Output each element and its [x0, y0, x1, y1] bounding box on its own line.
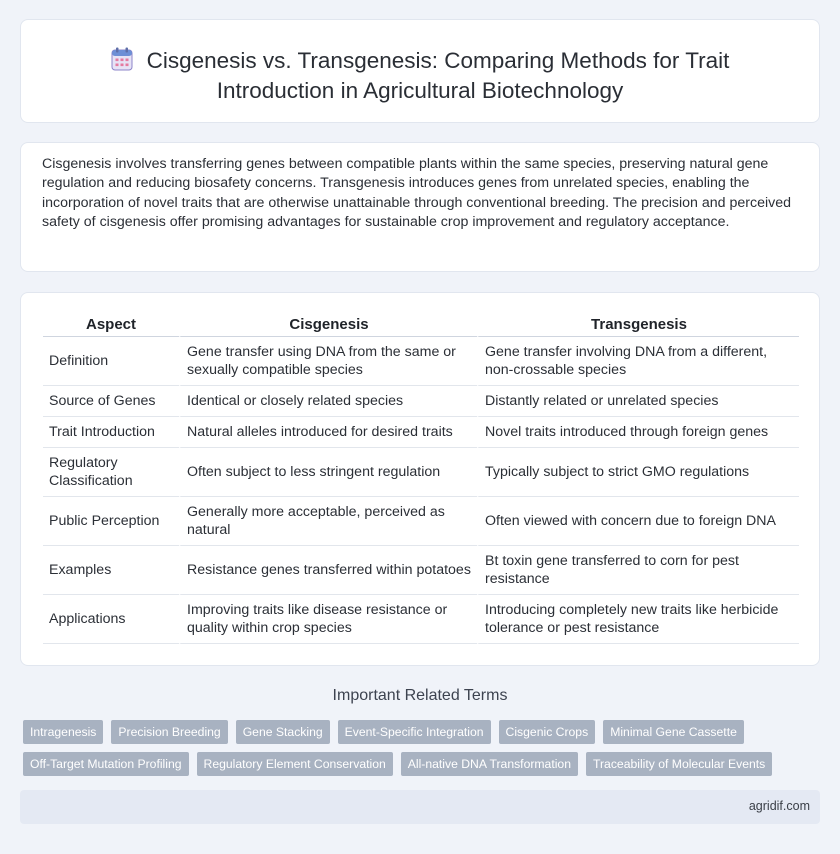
intro-card: [20, 142, 820, 272]
cell-cisgenesis: Gene transfer using DNA from the same or sexually compatible species: [179, 337, 477, 386]
tag-all-native-dna-transformation[interactable]: All-native DNA Transformation: [401, 752, 578, 776]
title-text: Cisgenesis vs. Transgenesis: Comparing Methods for Trait Introduction in Agricultural Biotechnology: [146, 48, 730, 103]
header-aspect: Aspect: [43, 315, 179, 337]
comparison-card: [20, 292, 820, 666]
page-title: [21, 46, 819, 106]
footer: [20, 790, 820, 824]
cell-cisgenesis: Often subject to less stringent regulation: [179, 448, 477, 497]
cell-transgenesis: Introducing completely new traits like herbicide tolerance or pest resistance: [477, 595, 799, 644]
tag-minimal-gene-cassette[interactable]: Minimal Gene Cassette: [603, 720, 744, 744]
table-row: [43, 386, 799, 417]
cell-aspect: Definition: [43, 337, 179, 386]
cell-aspect: Trait Introduction: [43, 417, 179, 448]
table-header-row: [43, 315, 799, 337]
header-card: [20, 19, 820, 123]
calendar-icon: [111, 47, 133, 71]
table-row: [43, 417, 799, 448]
cell-aspect: Applications: [43, 595, 179, 644]
tag-intragenesis[interactable]: Intragenesis: [23, 720, 103, 744]
tag-cisgenic-crops[interactable]: Cisgenic Crops: [499, 720, 596, 744]
cell-transgenesis: Bt toxin gene transferred to corn for pest resistance: [477, 546, 799, 595]
table-row: [43, 448, 799, 497]
table-row: [43, 546, 799, 595]
tag-regulatory-element-conservation[interactable]: Regulatory Element Conservation: [197, 752, 393, 776]
cell-transgenesis: Typically subject to strict GMO regulations: [477, 448, 799, 497]
cell-aspect: Public Perception: [43, 497, 179, 546]
related-terms: [23, 720, 823, 784]
tag-traceability-of-molecular-events[interactable]: Traceability of Molecular Events: [586, 752, 772, 776]
cell-cisgenesis: Improving traits like disease resistance or quality within crop species: [179, 595, 477, 644]
cell-cisgenesis: Generally more acceptable, perceived as natural: [179, 497, 477, 546]
tag-row: [23, 752, 823, 776]
table-row: [43, 595, 799, 644]
tag-off-target-mutation-profiling[interactable]: Off-Target Mutation Profiling: [23, 752, 189, 776]
cell-aspect: Examples: [43, 546, 179, 595]
cell-cisgenesis: Resistance genes transferred within potatoes: [179, 546, 477, 595]
comparison-table: [43, 315, 799, 644]
table-row: [43, 497, 799, 546]
tag-gene-stacking[interactable]: Gene Stacking: [236, 720, 330, 744]
cell-transgenesis: Distantly related or unrelated species: [477, 386, 799, 417]
cell-aspect: Source of Genes: [43, 386, 179, 417]
tag-event-specific-integration[interactable]: Event-Specific Integration: [338, 720, 491, 744]
cell-transgenesis: Gene transfer involving DNA from a different, non-crossable species: [477, 337, 799, 386]
cell-transgenesis: Often viewed with concern due to foreign DNA: [477, 497, 799, 546]
intro-paragraph: Cisgenesis involves transferring genes between compatible plants within the same species, preserving natural gene regulation and reducing biosafety concerns. Transgenesis introduces genes from unrelated species, enabling the incorporation of novel traits that are otherwise unattainable through conventional breeding. The precision and perceived safety of cisgenesis offer promising advantages for sustainable crop improvement and regulatory acceptance.: [42, 156, 791, 231]
related-terms-title: Important Related Terms: [332, 687, 508, 704]
header-cisgenesis: Cisgenesis: [179, 315, 477, 337]
cell-transgenesis: Novel traits introduced through foreign genes: [477, 417, 799, 448]
header-transgenesis: Transgenesis: [477, 315, 799, 337]
tag-row: [23, 720, 823, 744]
footer-site[interactable]: agridif.com: [748, 799, 810, 813]
tag-precision-breeding[interactable]: Precision Breeding: [111, 720, 227, 744]
cell-cisgenesis: Identical or closely related species: [179, 386, 477, 417]
cell-aspect: Regulatory Classification: [43, 448, 179, 497]
table-row: [43, 337, 799, 386]
cell-cisgenesis: Natural alleles introduced for desired traits: [179, 417, 477, 448]
